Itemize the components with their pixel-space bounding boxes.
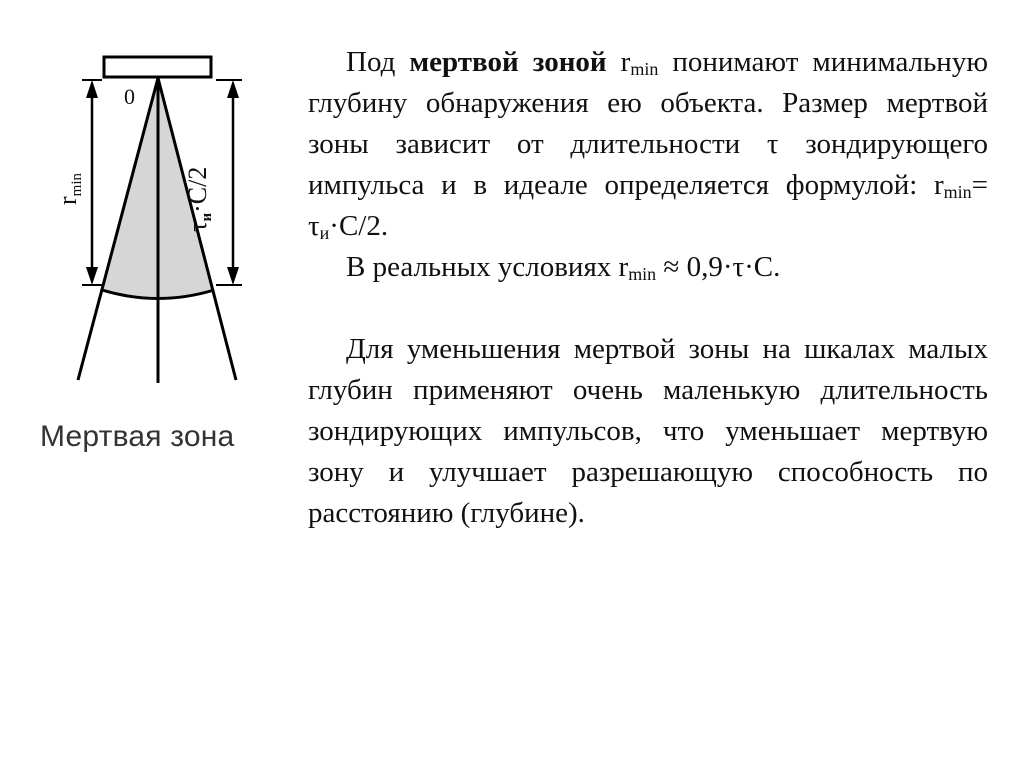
diagram-caption: Мертвая зона: [40, 420, 235, 453]
paragraph-real-conditions: В реальных условиях $r_{min} \approx 0,9\cdot\tau\cdot C$.: [346, 251, 781, 284]
transducer-block: [104, 57, 211, 77]
rmin-arrow-top: [86, 80, 98, 98]
paragraph-reduction: Для уменьшения мертвой зоны на шкалах малых глубин применяют очень маленькую длительность зондирующих импульсов, что уменьшает мертвую зону и улучшает разрешающую способность по расстоянию (глубине).: [308, 333, 988, 529]
term-dead-zone: мертвой зоной: [409, 46, 607, 78]
paragraph-definition: Под мертвой зоной $r_{min}$ понимают минимальную глубину обнаружения ею объекта. Размер мертвой зоны зависит от длительности τ зондирующего импульса и в идеале определяется формулой: $r_{min}= \tau_и\cdot C/2$.: [308, 46, 988, 243]
dead-zone-diagram: [40, 40, 280, 400]
tau-arrow-bottom: [227, 267, 239, 285]
tau-arrow-top: [227, 80, 239, 98]
rmin-label: rmin: [53, 172, 85, 205]
tau-c-label: τи·C/2: [183, 166, 215, 232]
body-text: [308, 42, 988, 534]
rmin-arrow-bottom: [86, 267, 98, 285]
origin-label: 0: [124, 84, 135, 109]
